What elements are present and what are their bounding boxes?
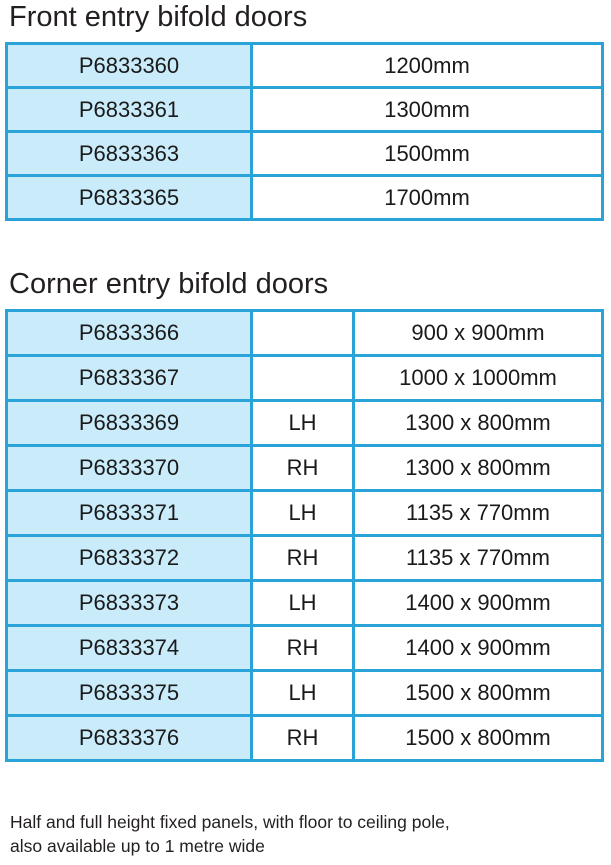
door-size: 900 x 900mm — [354, 311, 603, 356]
product-code: P6833365 — [7, 176, 252, 220]
table-row — [7, 356, 603, 401]
door-hand: LH — [252, 671, 354, 716]
table-row — [7, 491, 603, 536]
table-row — [7, 716, 603, 761]
table-row — [7, 311, 603, 356]
corner-entry-heading: Corner entry bifold doors — [9, 268, 329, 300]
door-hand: RH — [252, 536, 354, 581]
table-row — [7, 581, 603, 626]
corner-entry-table — [5, 309, 604, 762]
footnote — [10, 810, 450, 858]
door-size: 1500 x 800mm — [354, 671, 603, 716]
product-code: P6833367 — [7, 356, 252, 401]
table-row — [7, 88, 603, 132]
door-size: 1500 x 800mm — [354, 716, 603, 761]
door-hand: RH — [252, 446, 354, 491]
product-code: P6833363 — [7, 132, 252, 176]
footnote-line: also available up to 1 metre wide — [10, 836, 265, 856]
front-entry-heading: Front entry bifold doors — [9, 1, 308, 33]
product-code: P6833361 — [7, 88, 252, 132]
door-hand: RH — [252, 716, 354, 761]
door-size: 1135 x 770mm — [354, 536, 603, 581]
product-code: P6833370 — [7, 446, 252, 491]
table-row — [7, 446, 603, 491]
product-code: P6833369 — [7, 401, 252, 446]
door-width: 1300mm — [252, 88, 603, 132]
product-code: P6833372 — [7, 536, 252, 581]
table-row — [7, 44, 603, 88]
door-width: 1200mm — [252, 44, 603, 88]
footnote-line: Half and full height fixed panels, with floor to ceiling pole, — [10, 812, 450, 832]
door-hand: LH — [252, 581, 354, 626]
door-size: 1300 x 800mm — [354, 401, 603, 446]
door-size: 1400 x 900mm — [354, 626, 603, 671]
door-size: 1300 x 800mm — [354, 446, 603, 491]
door-size: 1000 x 1000mm — [354, 356, 603, 401]
product-code: P6833366 — [7, 311, 252, 356]
door-size: 1400 x 900mm — [354, 581, 603, 626]
table-row — [7, 401, 603, 446]
table-row — [7, 176, 603, 220]
door-hand — [252, 356, 354, 401]
table-row — [7, 132, 603, 176]
door-width: 1700mm — [252, 176, 603, 220]
door-hand: LH — [252, 401, 354, 446]
door-width: 1500mm — [252, 132, 603, 176]
product-code: P6833360 — [7, 44, 252, 88]
table-row — [7, 626, 603, 671]
table-row — [7, 671, 603, 716]
door-hand — [252, 311, 354, 356]
product-code: P6833375 — [7, 671, 252, 716]
product-code: P6833371 — [7, 491, 252, 536]
product-code: P6833376 — [7, 716, 252, 761]
front-entry-table — [5, 42, 604, 221]
table-row — [7, 536, 603, 581]
door-hand: LH — [252, 491, 354, 536]
product-code: P6833374 — [7, 626, 252, 671]
door-size: 1135 x 770mm — [354, 491, 603, 536]
door-hand: RH — [252, 626, 354, 671]
product-code: P6833373 — [7, 581, 252, 626]
